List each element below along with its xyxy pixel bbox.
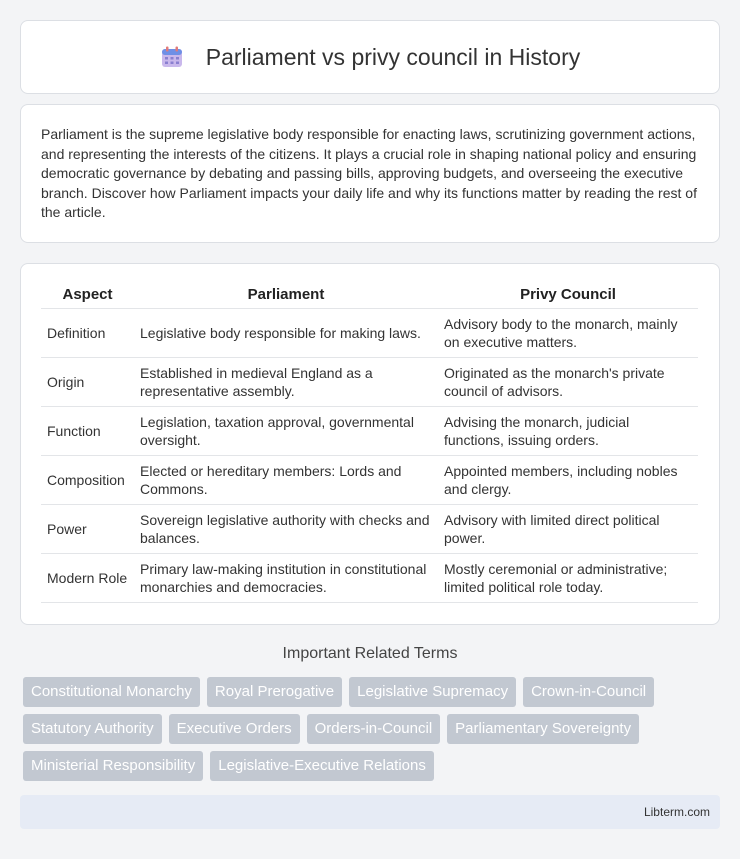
header-card [20, 20, 720, 94]
related-term-tag[interactable]: Statutory Authority [23, 714, 162, 744]
row-aspect: Origin [41, 357, 134, 406]
header-privy-council: Privy Council [438, 282, 698, 308]
related-term-tag[interactable]: Crown-in-Council [523, 677, 654, 707]
row-aspect: Composition [41, 455, 134, 504]
page-title: Parliament vs privy council in History [205, 43, 581, 70]
row-privy-council: Advising the monarch, judicial functions, issuing orders. [438, 406, 698, 455]
footer-site-link[interactable]: Libterm.com [643, 805, 710, 819]
row-privy-council: Advisory with limited direct political power. [438, 504, 698, 553]
table-header-row [41, 282, 698, 308]
related-term-tag[interactable]: Legislative Supremacy [349, 677, 516, 707]
row-aspect: Power [41, 504, 134, 553]
table-row [41, 553, 698, 602]
row-privy-council: Originated as the monarch's private council of advisors. [438, 357, 698, 406]
header-parliament: Parliament [134, 282, 438, 308]
table-row [41, 504, 698, 553]
row-privy-council: Mostly ceremonial or administrative; limited political role today. [438, 553, 698, 602]
related-term-tag[interactable]: Royal Prerogative [207, 677, 342, 707]
row-parliament: Sovereign legislative authority with checks and balances. [134, 504, 438, 553]
row-parliament: Legislative body responsible for making laws. [134, 308, 438, 357]
row-privy-council: Appointed members, including nobles and clergy. [438, 455, 698, 504]
table-row [41, 357, 698, 406]
related-term-tag[interactable]: Orders-in-Council [307, 714, 441, 744]
row-privy-council: Advisory body to the monarch, mainly on executive matters. [438, 308, 698, 357]
related-term-tag[interactable]: Executive Orders [169, 714, 300, 744]
row-parliament: Elected or hereditary members: Lords and Commons. [134, 455, 438, 504]
header-aspect: Aspect [41, 282, 134, 308]
row-parliament: Legislation, taxation approval, governmental oversight. [134, 406, 438, 455]
related-term-tag[interactable]: Constitutional Monarchy [23, 677, 200, 707]
related-terms-title: Important Related Terms [282, 645, 458, 662]
table-row [41, 406, 698, 455]
row-parliament: Established in medieval England as a representative assembly. [134, 357, 438, 406]
table-row [41, 455, 698, 504]
row-parliament: Primary law-making institution in constitutional monarchies and democracies. [134, 553, 438, 602]
related-term-tag[interactable]: Parliamentary Sovereignty [447, 714, 639, 744]
comparison-card [20, 263, 720, 625]
table-row [41, 308, 698, 357]
footer [20, 795, 720, 829]
comparison-table [41, 282, 698, 603]
calendar-icon [160, 45, 184, 69]
row-aspect: Function [41, 406, 134, 455]
row-aspect: Definition [41, 308, 134, 357]
row-aspect: Modern Role [41, 553, 134, 602]
related-term-tag[interactable]: Legislative-Executive Relations [210, 751, 434, 781]
related-terms-list [23, 677, 723, 781]
intro-card [20, 104, 720, 243]
intro-text: Parliament is the supreme legislative body responsible for enacting laws, scrutinizing government actions, and representing the interests of the citizens. It plays a crucial role in shaping national policy and ensuring democratic governance by debating and passing bills, approving budgets, and overseeing the executive branch. Discover how Parliament impacts your daily life and why its functions matter by reading the rest of the article. [41, 126, 697, 220]
related-term-tag[interactable]: Ministerial Responsibility [23, 751, 203, 781]
